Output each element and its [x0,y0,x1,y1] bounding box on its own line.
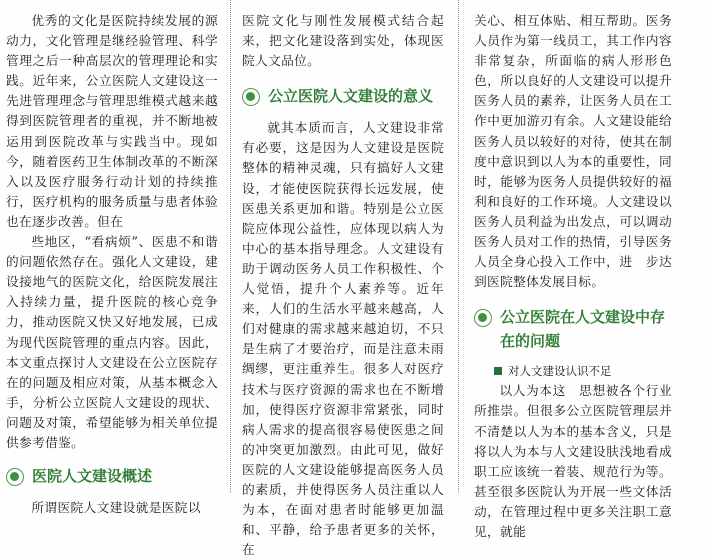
section-heading [474,305,672,353]
bullet-circle-icon [242,88,260,106]
paragraph: 就其本质而言，人文建设非常有必要，这是因为人文建设是医院整体的精神灵魂，只有搞好人文建设，才能使医院获得长远发展，使医患关系更加和谐。特别是公立医院应体现公益性，应体现以病人为中心的基本指导理念。人文建设有助于调动医务人员工作积极性、个人觉悟，提升个人素养等。近年来，人们的生活水平越来越高，人们对健康的需求越来越迫切，不只是生病了才要治疗，而是注意未雨绸缪，更注重养生。很多人对医疗技术与医疗资源的需求也在不断增加，使得医疗资源非常紧张，同时病人需求的提高很容易使医患之间的冲突更加激烈。由此可见，做好医院的人文建设能够提高医务人员的素质，并使得医务人员注重以人为本，在面对患者时能够更加温和、平静，给予患者更多的关怀，在 [242,120,444,558]
section-heading-text: 医院人文建设概述 [32,467,153,486]
bullet-circle-icon [474,309,492,327]
paragraph: 关心、相互体贴、相互帮助。医务人员作为第一线员工，其工作内容非常复杂，所面临的病人形形色色，所以良好的人文建设可以提升医务人员的素养，让医务人员在工作中更加游刃有余。人文建设能给医务人员以较好的对待，使其在制度中意识到以人为本的重要性，同时，能够为医务人员提供较好的福利和良好的工作环境。人文建设以医务人员利益为出发点，可以调动医务人员对工作的热情，引导医务人员全身心投入工作中，进 步达到医院整体发展目标。 [474,13,672,290]
bullet-circle-icon [6,468,24,486]
text-column-1 [6,0,218,516]
section-heading [6,464,218,488]
section-heading [242,84,444,108]
paragraph: 以人为本这 思想被各个行业所推崇。但很多公立医院管理层并不清楚以人为本的基本含义，只是将以人为本与人文建设肤浅地看成职工应该统一着装、规范行为等。甚至很多医院认为开展一些文体活动，在管理过程中更多关注职工意见，就能 [474,383,672,539]
column-divider-right [458,0,459,493]
section-heading-text: 公立医院人文建设的意义 [268,87,434,106]
paragraph: 医院文化与刚性发展模式结合起来，把文化建设落到实处，体现医院人文品位。 [242,13,444,69]
paragraph: 优秀的文化是医院持续发展的源动力，文化管理是继经验管理、科学管理之后一种高层次的管理理论和实践。近年来，公立医院人文建设这一先进管理理念与管理思维模式越来越得到医院管理者的重视，并不断地被运用到医院改革与实践当中。现如今，随着医药卫生体制改革的不断深入以及医疗服务行动计划的持续推行，医疗机构的服务质量与患者体验也在逐步改善。但在 [6,13,218,229]
subsection-heading [474,361,672,381]
square-bullet-icon [494,367,502,375]
paragraph: 所谓医院人文建设就是医院以 [31,500,201,516]
section-heading-text: 公立医院在人文建设中存在的问题 [500,308,666,351]
text-column-3 [474,0,672,539]
column-divider-left [230,0,231,493]
subsection-heading-text: 对人文建设认识不足 [508,364,612,379]
paragraph: 些地区，“看病烦”、医患不和谐的问题依然存在。强化人文建设，建设接地气的医院文化，给医院发展注入持续力量，提升医院的核心竞争力，推动医院又快又好地发展，已成为现代医院管理的重点内容。因此，本文重点探讨人文建设在公立医院存在的问题及相应对策，从基本概念入手，分析公立医院人文建设的现状、问题及对策，希望能够为相关单位提供参考借鉴。 [6,234,218,450]
text-column-2 [242,0,444,558]
